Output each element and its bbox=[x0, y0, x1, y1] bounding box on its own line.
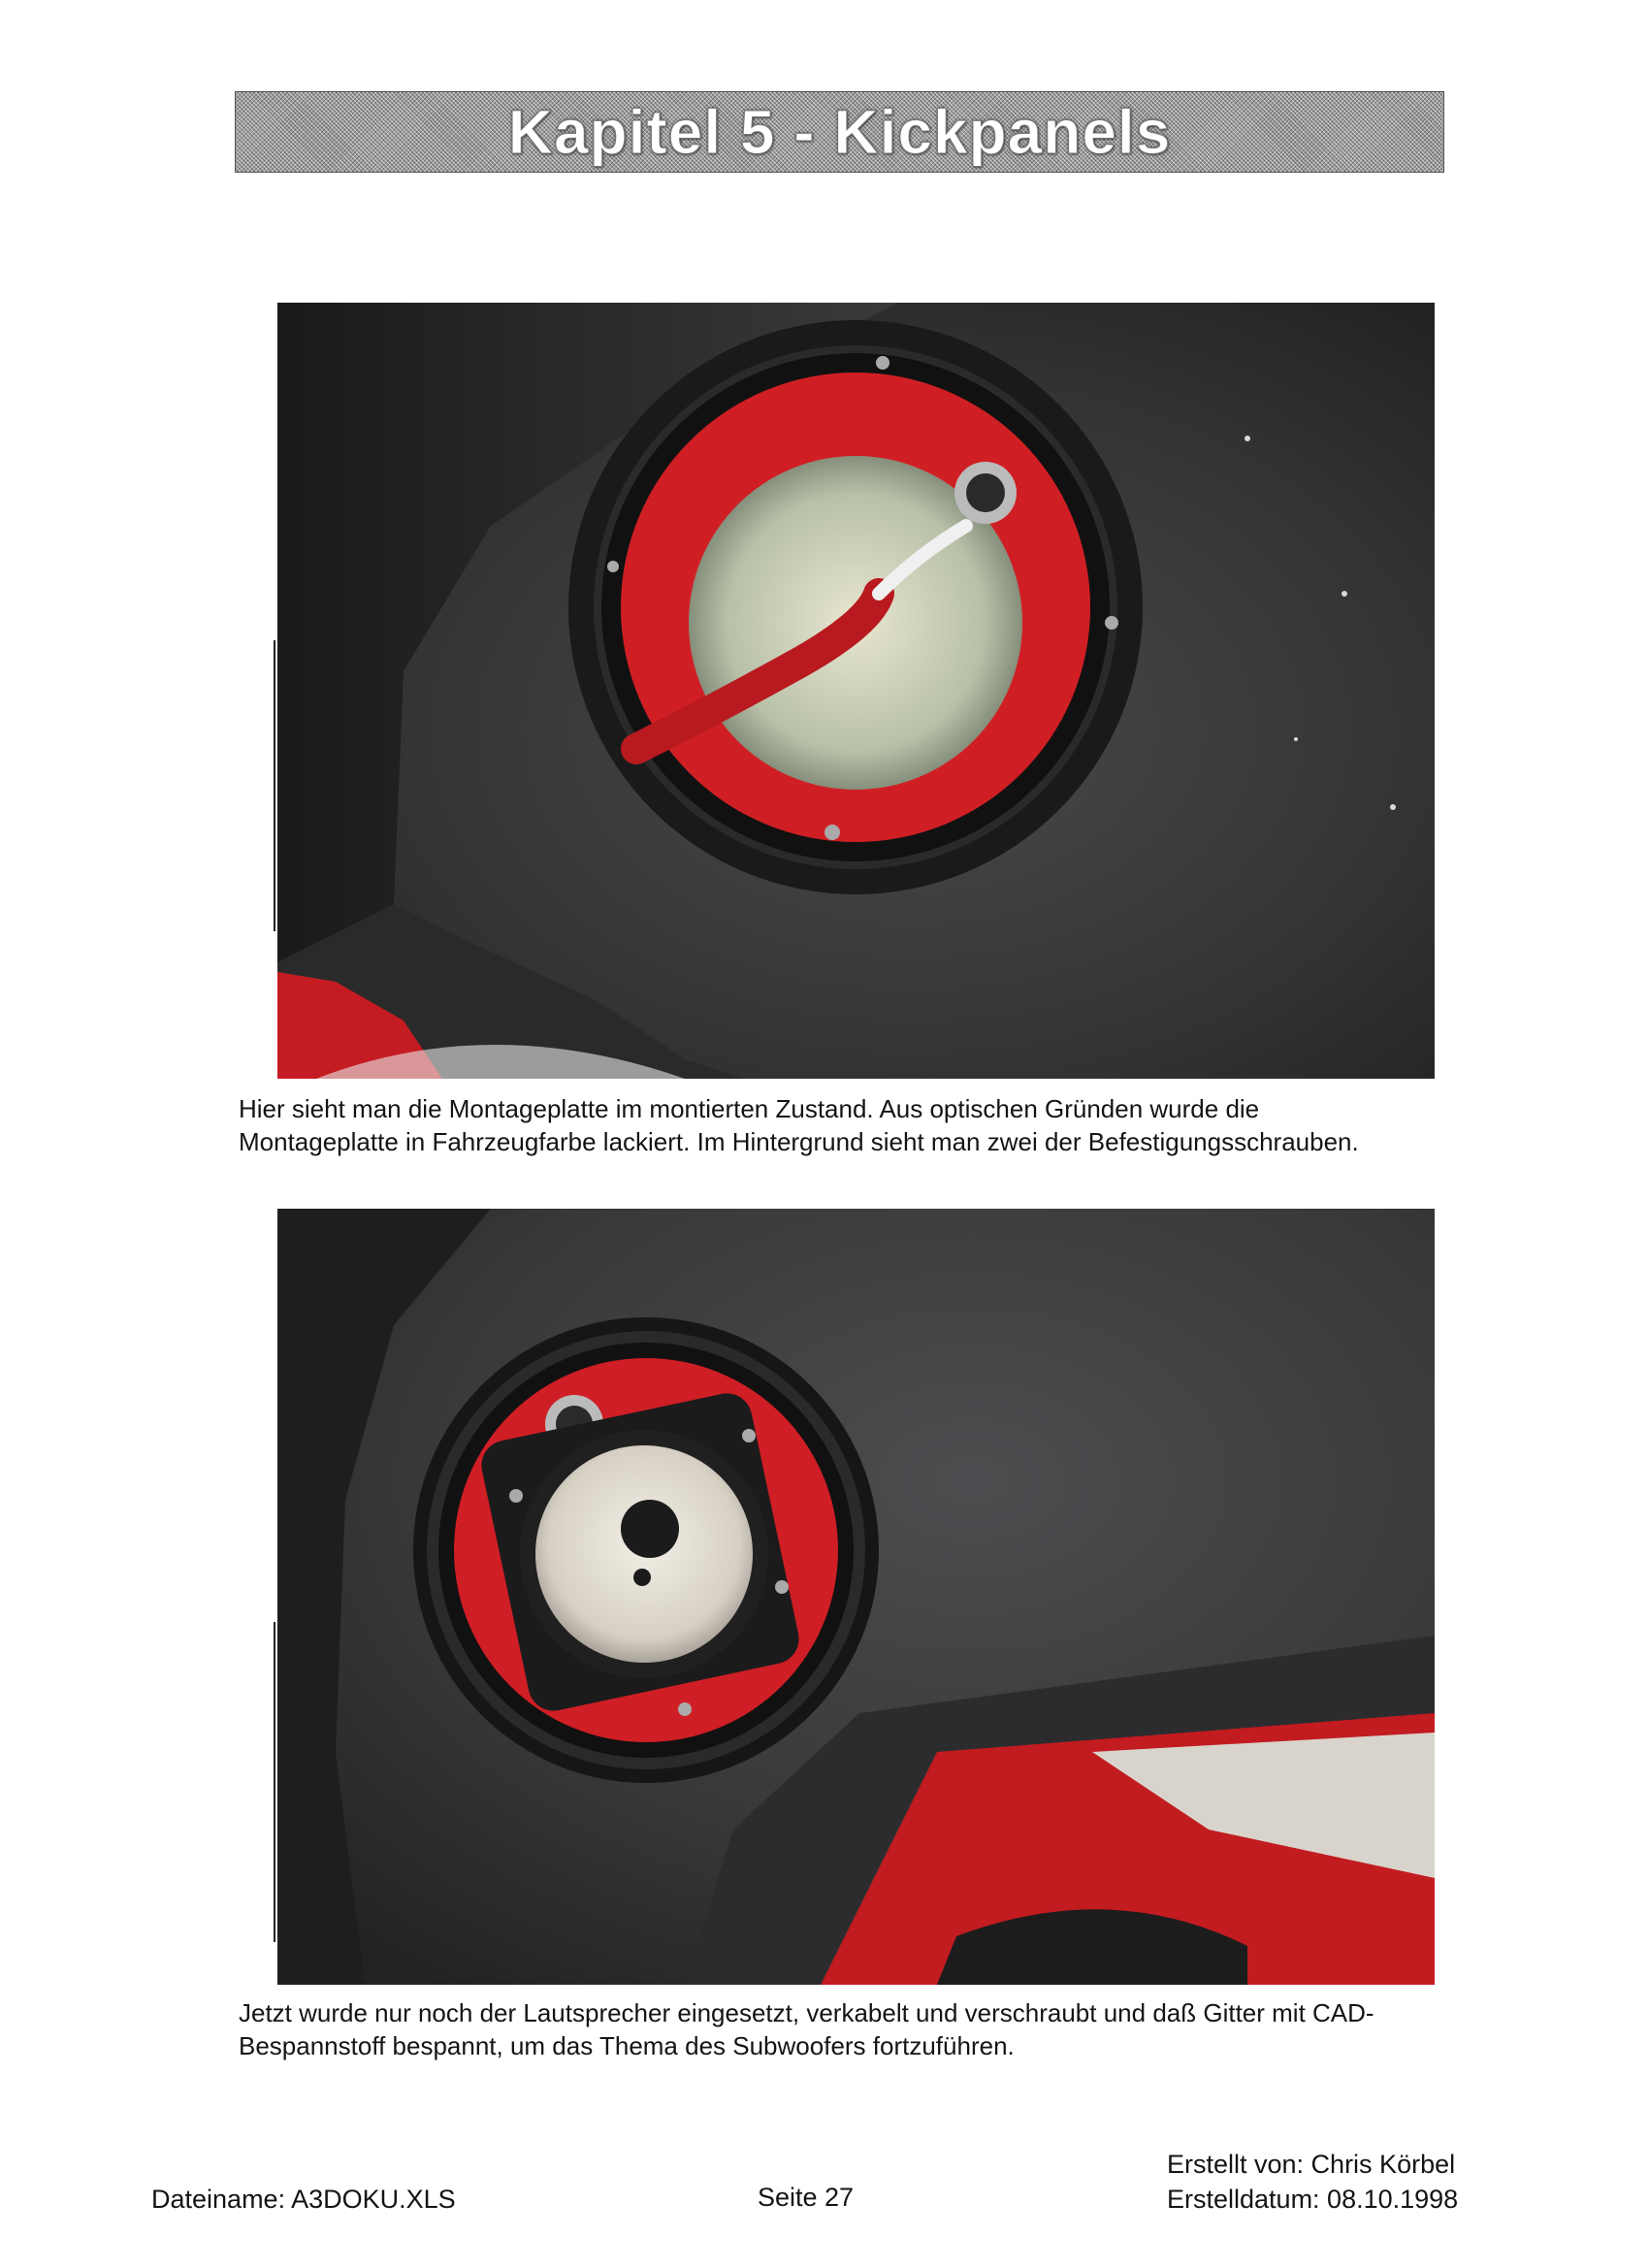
photo-caption-2: Jetzt wurde nur noch der Lautsprecher eingesetzt, verkabelt und verschraubt und daß Gitter mit CAD-Bespannstoff bespannt, um das Thema des Subwoofers fortzuführen. bbox=[239, 1998, 1374, 2060]
photo-border-mark bbox=[274, 640, 275, 931]
photo-speaker-installed bbox=[277, 1209, 1435, 1985]
footer-page-number: Seite 27 bbox=[758, 2183, 855, 2212]
chapter-title: Kapitel 5 - Kickpanels bbox=[507, 97, 1172, 167]
photo-mounting-plate-image bbox=[277, 303, 1435, 1079]
footer-filename: Dateiname: A3DOKU.XLS bbox=[151, 2185, 456, 2214]
chapter-title-banner bbox=[235, 91, 1444, 173]
footer-created-date: Erstelldatum: 08.10.1998 bbox=[1167, 2185, 1459, 2214]
photo-mounting-plate bbox=[277, 303, 1435, 1079]
photo-speaker-installed-image bbox=[277, 1209, 1435, 1985]
photo-border-mark bbox=[274, 1622, 275, 1942]
photo-caption-1: Hier sieht man die Montageplatte im montierten Zustand. Aus optischen Gründen wurde die Montageplatte in Fahrzeugfarbe lackiert. Im Hintergrund sieht man zwei der Befestigungsschrauben. bbox=[239, 1094, 1359, 1156]
footer-author: Erstellt von: Chris Körbel bbox=[1167, 2150, 1456, 2179]
